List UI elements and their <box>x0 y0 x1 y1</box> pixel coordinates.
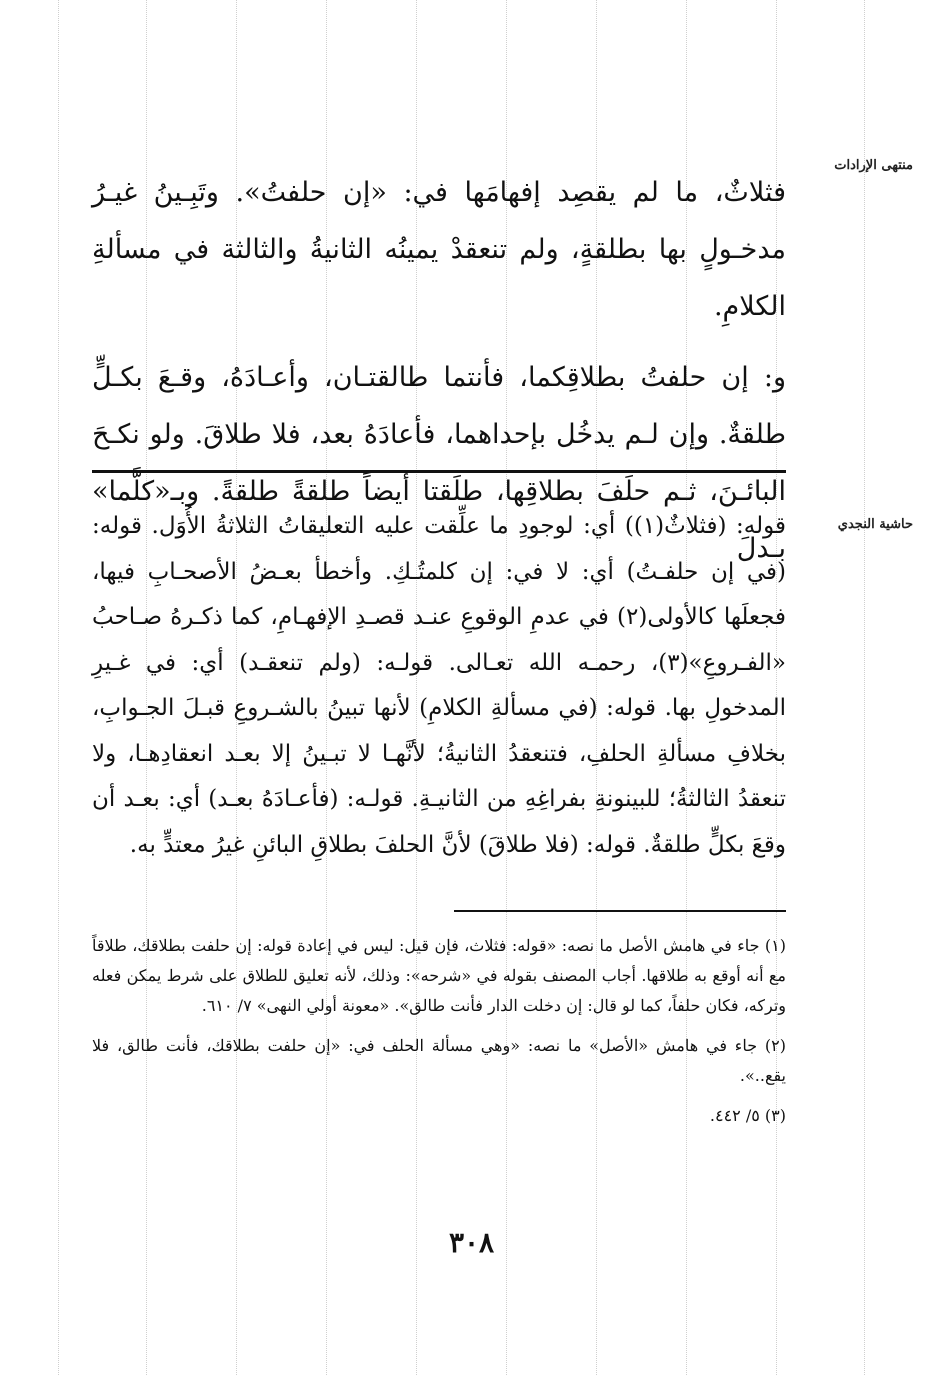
main-paragraph: فثلاثٌ، ما لم يقصِد إفهامَها في: «إن حلفتُ». وتَبِـينُ غيـرُ مدخـولٍ بها بطلقةٍ، ولم تنعقدْ يمينُه الثانيةُ والثالثة في مسألةِ الكلامِ. <box>92 177 786 322</box>
footnote: (٣) ٥/ ٤٤٢. <box>709 1106 786 1125</box>
main-paragraph: و: إن حلفتُ بطلاقِكما، فأنتما طالقتـان، وأعـادَهُ، وقـعَ بكـلٍّ طلقةٌ. وإن لـم يدخُل بإحداهما، فأعادَهُ بعد، فلا طلاقَ. ولو نكـحَ البائـنَ، ثـم حلَفَ بطلاقِها، طلَقتا أيضاً طلقةً طلقةً. وبـ«كلَّما» بـدلَ <box>92 362 786 564</box>
footnotes <box>92 931 786 1141</box>
grid-line <box>864 0 865 1375</box>
section-divider <box>92 470 786 473</box>
footnote-divider <box>454 910 786 912</box>
footnote: (٢) جاء في هامش «الأصل» ما نصه: «وهي مسألة الحلف في: «إن حلفت بطلاقك، فأنت طالق، فلا يقع..». <box>92 1036 786 1085</box>
commentary-source-label: حاشية النجدي <box>837 517 913 532</box>
footnote: (١) جاء في هامش الأصل ما نصه: «قوله: فثلاث، فإن قيل: ليس في إعادة قوله: إن حلفت بطلاقك، طلاقاً مع أنه أوقع به طلاقها. أجاب المصنف بقوله في «شرحه»: وذلك، لأنه تعليق للطلاق على شرط يمكن فعله وتركه، فكان حلفاً، كما لو قال: إن دخلت الدار فأنت طالق». «معونة أولي النهى» ٧/ ٦١٠. <box>92 936 787 1015</box>
page-number: ٣٠٨ <box>448 1226 495 1259</box>
commentary-paragraph: قوله: (فثلاثٌ(١)) أي: لوجودِ ما علِّقت عليه التعليقاتُ الثلاثةُ الأُوَل. قوله: (في إن حلفـتُ) أي: لا في: إن كلمتُـكِ. وأخطأ بعـضُ الأصحـابِ فيها، فجعلَها كالأولى(٢) في عدمِ الوقوعِ عنـد قصـدِ الإفهـامِ، كما ذكـرهُ صـاحبُ «الفـروعِ»(٣)، رحمـه الله تعـالى. قولـه: (ولم تنعقـد) أي: في غـيرِ المدخولِ بها. قوله: (في مسألةِ الكلامِ) لأنها تبينُ بالشـروعِ قبـلَ الجـوابِ، بخلافِ مسألةِ الحلفِ، فتنعقدُ الثانيةُ؛ لأنَّهـا لا تبـينُ إلا بعـد انعقادِهـا، ولا تنعقدُ الثالثةُ؛ للبينونةِ بفراغِهِ من الثانيـةِ. قولـه: (فأعـادَهُ بعـد) أي: بعـد أن وقعَ بكلٍّ طلقةٌ. قوله: (فلا طلاقَ) لأنَّ الحلفَ بطلاقِ البائنِ غيرُ معتدٍّ به. <box>92 513 786 858</box>
main-source-label: منتهى الإرادات <box>834 158 913 173</box>
commentary-text <box>92 504 786 868</box>
grid-line <box>58 0 59 1375</box>
